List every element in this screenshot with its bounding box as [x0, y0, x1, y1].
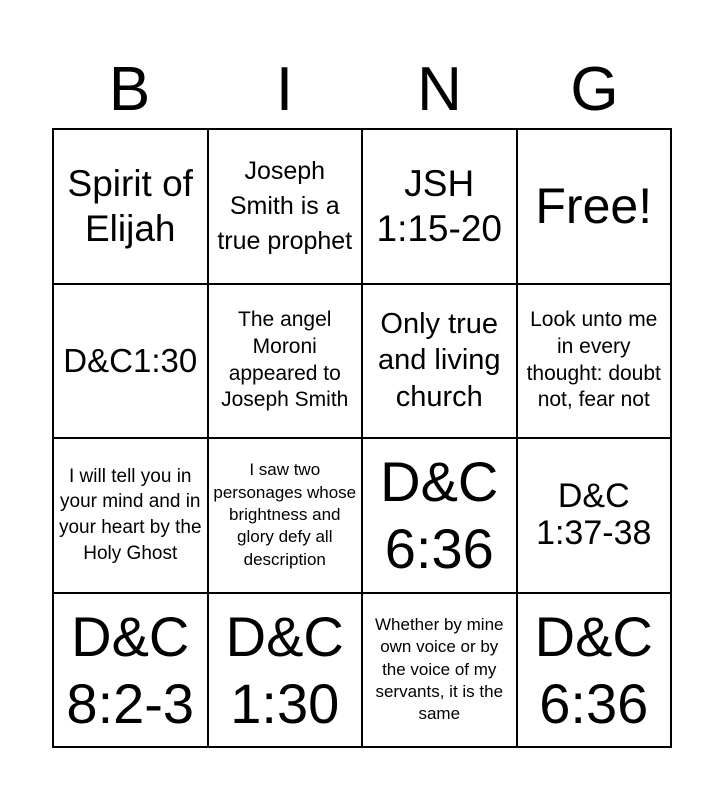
bingo-cell-r4c2[interactable] [208, 593, 363, 748]
cell-text: Whether by mine own voice or by the voice of my servants, it is the same [375, 614, 504, 724]
bingo-cell-r4c1[interactable] [53, 593, 208, 748]
bingo-cell-r3c3[interactable] [362, 438, 517, 593]
cell-text: Look unto me in every thought: doubt not, fear not [526, 308, 661, 412]
bingo-cell-r3c1[interactable] [53, 438, 208, 593]
bingo-cell-r2c3[interactable] [362, 284, 517, 439]
cell-text: Spirit of Elijah [67, 163, 193, 250]
bingo-cell-r2c4[interactable] [517, 284, 672, 439]
bingo-cell-r2c1[interactable] [53, 284, 208, 439]
cell-text: Joseph Smith is a true prophet [217, 156, 353, 255]
bingo-cell-r3c2[interactable] [208, 438, 363, 593]
header-letter-n: N [417, 55, 462, 124]
cell-text: I saw two personages whose brightness and glory defy all description [213, 460, 357, 569]
bingo-cell-r2c2[interactable] [208, 284, 363, 439]
bingo-header [52, 54, 672, 126]
header-letter-g: G [570, 55, 619, 124]
bingo-cell-r1c3[interactable] [362, 129, 517, 284]
bingo-cell-r1c1[interactable] [53, 129, 208, 284]
bingo-cell-r1c2[interactable] [208, 129, 363, 284]
cell-text: JSH 1:15-20 [376, 163, 502, 250]
cell-text: Only true and living church [377, 307, 501, 414]
bingo-grid [52, 128, 672, 748]
cell-text: I will tell you in your mind and in your heart by the Holy Ghost [58, 465, 202, 565]
cell-text: D&C1:30 [63, 341, 198, 379]
cell-text: Free! [535, 178, 653, 235]
header-letter-i: I [275, 55, 294, 124]
bingo-cell-r4c3[interactable] [362, 593, 517, 748]
cell-text: D&C 6:36 [534, 604, 653, 735]
bingo-cell-r4c4[interactable] [517, 593, 672, 748]
bingo-cell-r3c4[interactable] [517, 438, 672, 593]
cell-text: D&C 8:2-3 [66, 604, 195, 735]
cell-text: The angel Moroni appeared to Joseph Smith [221, 308, 349, 412]
cell-text: D&C 1:30 [225, 604, 344, 735]
cell-text: D&C 6:36 [380, 450, 499, 581]
header-letter-b: B [108, 55, 151, 124]
cell-text: D&C 1:37-38 [536, 476, 652, 553]
bingo-cell-r1c4-free[interactable] [517, 129, 672, 284]
